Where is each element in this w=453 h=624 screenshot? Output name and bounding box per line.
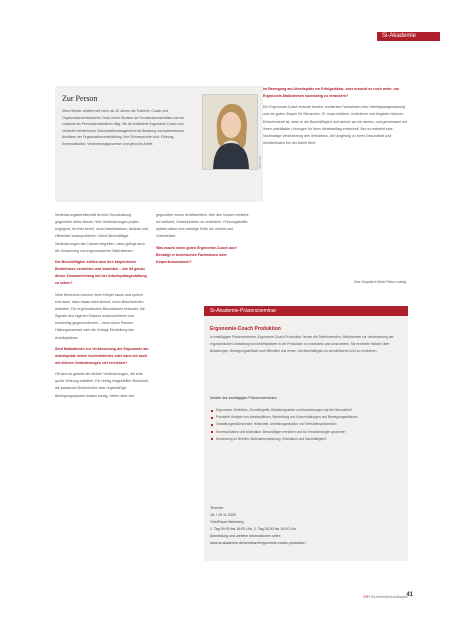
footer-prefix: SIFI (363, 595, 370, 599)
paragraph: Viele Menschen kennen ihren Körper kaum und spüren erst dann, dass etwas nicht stimmt, wenn Beschwerden auftreten. Ein ergonomisches Bewusstsein bedeutet, die Signale des eigenen Körpers wahrzunehmen und rechtzeitig gegenzusteuern – etwa durch Pausen, Haltungswechsel oder die richtige Einstellung des Arbeitsplatzes. (55, 292, 145, 340)
interview-signature: Das Gespräch führte Petra Ludwig. (354, 280, 407, 284)
info-line: 1. Tag 09:00 bis 16:00 Uhr, 2. Tag 08:30 bis 15:00 Uhr (210, 527, 296, 532)
interview-question: Was macht einen guten Ergonomie-Coach aus? Benötigt er technisches Fachwissen oder Körperbewusstsein? (156, 245, 238, 264)
paragraph: gegenüber neuen Arbeitsmitteln. Wer den Nutzen versteht, ist motiviert, Gewohnheiten zu verändern. Führungskräfte spielen dabei eine wichtige Rolle als Vorbild und Unterstützer. (156, 213, 250, 239)
seminar-info (210, 505, 402, 548)
info-line: Anmeldung und weitere Informationen unter: (210, 534, 281, 539)
footer-magazine-name: Sicherheitsbeauftragter (370, 595, 408, 599)
list-item: Kommunikation und Motivation: Beschäftigte erreichen und für Veränderungen gewinnen (210, 429, 402, 436)
interview-question: Ist Bewegung am Arbeitsplatz ein Erfolgsfaktor, oder braucht es noch mehr, um Ergonomie-Maßnahmen nachhaltig zu verankern? (263, 87, 399, 99)
info-line: Termine: (210, 506, 224, 510)
photo-credit: Foto: privat (258, 156, 261, 169)
person-bio: Nena Steiner arbeitet seit mehr als 15 Jahren als Trainerin, Coach und Organisationsentwicklerin. Nach ihrem Studium der Sozialwissenschaften war sie zunächst als Personalentwicklerin tätig. Sie ist zertifizierte Ergonomie-Coach und verbindet betriebliches Gesundheitsmanagement mit Beratung und systemischen Ansätzen der Organisationsentwicklung. Ihre Schwerpunkte sind: Führung, Kommunikation, Veränderungsprozesse und gesunde Arbeit. (62, 109, 185, 146)
page-header (0, 0, 453, 40)
portrait-photo (202, 94, 258, 170)
seminar-header: Si-Akademie-Präsenzseminar (204, 306, 408, 316)
column-2 (156, 212, 252, 270)
info-line: Orte/Raum Nürnberg (210, 520, 244, 525)
list-item: Gestaltungsmaßnahmen: Hilfsmittel, Arbeitsorganisation und Verhaltensprävention (210, 421, 402, 428)
page-number: 41 (406, 592, 413, 598)
interview-question: Sind Maßnahmen zur Verbesserung der Ergonomie am Arbeitsplatz immer kostenintensiv oder kann ich auch mit kleinen Veränderungen viel erreichen? (55, 346, 149, 365)
interview-question: Die Beschäftigten sollten also ihre körperlichen Bedürfnisse verstehen und beachten – wie ist genau dieser Zusammenhang mit der Arbeitsplatzgestaltung zu sehen? (55, 259, 147, 286)
seminar-contents-list (210, 407, 402, 443)
column-3 (263, 86, 411, 151)
paragraph: Oft sind es gerade die kleinen Veränderungen, die eine große Wirkung entfalten. Ein richtig eingestellter Bürostuhl, die passende Monitorhöhe oder regelmäßige Bewegungspausen kosten wenig, helfen aber viel. (55, 372, 149, 398)
paragraph: Veränderungsbereitschaft ist eine Grundhaltung gegenüber allem Neuen. Wer Veränderungen positiv begegnet, ist eher bereit, neue Arbeitsweisen, Abläufe und Hilfsmittel auszuprobieren. Wenn Beschäftigte Veränderungen als Chance begreifen, dann gelingt auch die Umsetzung von ergonomischen Maßnahmen. (55, 213, 148, 253)
list-item: Ergonomie: Definition, Grundbegriffe, Belastungsarten und Auswirkungen auf die Gesundheit (210, 407, 402, 414)
seminar-intro: In zweitägigen Präsenzseminar „Ergonomie-Coach Produktion“ lernen die Teilnehmenden, Maßnahmen zur Verbesserung der ergonomischen Gestaltung von Arbeitsplätzen in der Produktion zu entwickeln und umzusetzen. Sie erwerben Wissen über Belastungen, Bewegungsabläufe und Hilfsmittel und lernen, die Beschäftigten zu sensibilisieren und zu motivieren. (210, 335, 394, 354)
footer-magazine (363, 595, 408, 599)
section-tag: Si-Akademie (377, 32, 440, 41)
paragraph: Ein Ergonomie-Coach braucht beides: fundiertes Fachwissen über Arbeitsplatzgestaltung und ein gutes Gespür für Menschen. Er muss erklären, motivieren und begleiten können. Entscheidend ist, dass er die Beschäftigten dort abholt, wo sie stehen, und gemeinsam mit ihnen praktikable Lösungen für ihren Arbeitsalltag entwickelt. Nur so entsteht eine nachhaltige Veränderung des Verhaltens, die langfristig zu mehr Gesundheit und Wohlbefinden bei der Arbeit führt. (263, 105, 408, 146)
info-line: 18. / 19.11.2025 (210, 513, 236, 518)
person-title: Zur Person (62, 94, 98, 103)
person-box (55, 86, 263, 202)
seminar-link[interactable]: www.si-akademie.de/seminare/ergonomie-coach-produktion (210, 541, 306, 546)
seminar-box (204, 306, 408, 561)
list-item: Praxisteil: Analyse von Arbeitsplätzen, Beurteilung von Körperhaltungen und Bewegungsabläufen (210, 414, 402, 421)
list-item: Umsetzung im Betrieb: Maßnahmenplanung, Evaluation und Nachhaltigkeit (210, 436, 402, 443)
seminar-contents-heading: Inhalte des zweitägigen Präsenzseminars: (210, 396, 278, 400)
column-1 (55, 212, 149, 404)
seminar-title: Ergonomie-Coach Produktion (210, 326, 281, 332)
